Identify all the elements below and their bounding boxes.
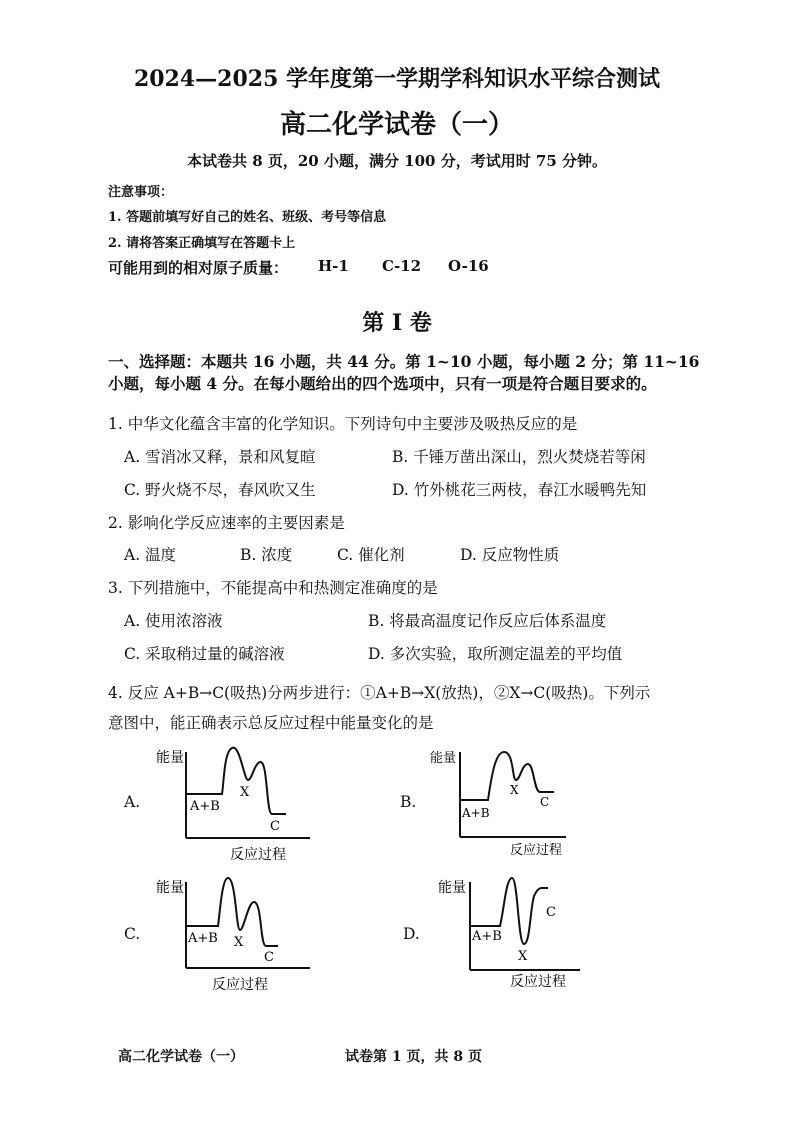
question-3-option-a: A. 使用浓溶液 — [124, 612, 223, 630]
question-1-stem: 1. 中华文化蕴含丰富的化学知识。下列诗句中主要涉及吸热反应的是 — [108, 415, 578, 433]
question-4-stem-line2: 意图中，能正确表示总反应过程中能量变化的是 — [108, 714, 434, 732]
graph-b-label: B. — [400, 793, 417, 811]
paper-subtitle: 高二化学试卷（一） — [279, 110, 514, 140]
question-3-option-c: C. 采取稍过量的碱溶液 — [124, 645, 285, 663]
question-1-option-b: B. 千锤万凿出深山，烈火焚烧若等闲 — [392, 448, 646, 466]
question-4-stem-line1: 4. 反应 A+B→C(吸热)分两步进行：①A+B→X(放热)，②X→C(吸热)。下列示 — [108, 684, 651, 702]
footer-paper-name: 高二化学试卷（一） — [118, 1049, 244, 1065]
question-2-stem: 2. 影响化学反应速率的主要因素是 — [108, 514, 345, 532]
part-instructions-line1: 一、选择题：本题共 16 小题，共 44 分。第 1~10 小题，每小题 2 分；第 11~16 — [108, 352, 700, 371]
graph-d-start-label: A+B — [472, 929, 502, 944]
graph-b-y-axis: 能量 — [430, 751, 457, 766]
graph-b-x-label: X — [510, 783, 519, 797]
graph-d-y-axis: 能量 — [438, 880, 466, 896]
part-instructions-line2: 小题，每小题 4 分。在每小题给出的四个选项中，只有一项是符合题目要求的。 — [108, 374, 657, 393]
graph-a-y-axis: 能量 — [156, 750, 184, 766]
graph-b-energy-diagram — [428, 742, 578, 862]
graph-a-label: A. — [124, 793, 141, 811]
graph-c-energy-diagram — [150, 872, 325, 997]
question-1-option-c: C. 野火烧不尽，春风吹又生 — [124, 481, 316, 499]
graph-d-label: D. — [403, 925, 420, 943]
paper-info: 本试卷共 8 页，20 小题，满分 100 分，考试用时 75 分钟。 — [186, 152, 608, 170]
footer-page-number: 试卷第 1 页，共 8 页 — [345, 1049, 482, 1065]
graph-a-energy-diagram — [150, 742, 325, 867]
question-1-option-a: A. 雪消冰又释，景和风复暄 — [124, 448, 316, 466]
graph-c-x-axis: 反应过程 — [212, 977, 268, 993]
atomic-mass-label: 可能用到的相对原子质量： — [108, 259, 289, 277]
graph-c-y-axis: 能量 — [156, 880, 184, 896]
graph-b-x-axis: 反应过程 — [510, 843, 563, 858]
question-3-option-b: B. 将最高温度记作反应后体系温度 — [368, 612, 607, 630]
atomic-mass-c: C-12 — [382, 257, 422, 275]
graph-c-x-label: X — [234, 935, 244, 950]
graph-d-end-label: C — [546, 905, 556, 920]
question-2-option-d: D. 反应物性质 — [460, 546, 560, 564]
question-2-option-a: A. 温度 — [124, 546, 177, 564]
question-2-option-c: C. 催化剂 — [337, 546, 405, 564]
section-title: 第 I 卷 — [362, 310, 432, 336]
graph-a-end-label: C — [270, 819, 280, 834]
graph-c-end-label: C — [264, 950, 274, 965]
graph-c-start-label: A+B — [188, 931, 218, 946]
question-1-option-d: D. 竹外桃花三两枝，春江水暖鸭先知 — [392, 481, 647, 499]
graph-a-start-label: A+B — [190, 799, 220, 814]
note-item-2: 2. 请将答案正确填写在答题卡上 — [108, 236, 296, 251]
note-item-1: 1. 答题前填写好自己的姓名、班级、考号等信息 — [108, 210, 387, 225]
question-2-option-b: B. 浓度 — [240, 546, 293, 564]
atomic-mass-o: O-16 — [448, 257, 489, 275]
graph-a-x-axis: 反应过程 — [230, 847, 286, 863]
graph-b-start-label: A+B — [462, 806, 490, 820]
graph-d-energy-diagram — [430, 870, 590, 995]
notes-heading: 注意事项： — [108, 185, 174, 200]
graph-b-end-label: C — [540, 795, 550, 809]
exam-title: 2024—2025 学年度第一学期学科知识水平综合测试 — [133, 66, 661, 92]
graph-c-label: C. — [124, 925, 141, 943]
question-3-option-d: D. 多次实验，取所测定温差的平均值 — [368, 645, 623, 663]
question-3-stem: 3. 下列措施中，不能提高中和热测定准确度的是 — [108, 579, 438, 597]
atomic-mass-h: H-1 — [318, 257, 349, 275]
graph-d-x-axis: 反应过程 — [510, 974, 566, 990]
graph-d-x-label: X — [518, 949, 528, 964]
graph-a-x-label: X — [240, 785, 250, 800]
